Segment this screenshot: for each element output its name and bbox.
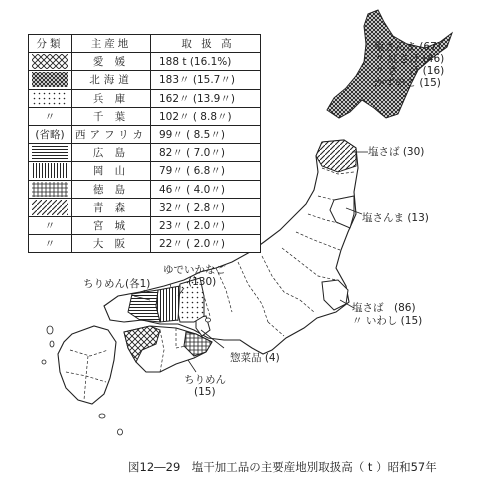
- legend-prefecture: 兵 庫: [72, 89, 151, 107]
- label-hokkaido-2: 〃 紅さけ (46): [374, 53, 445, 65]
- legend-amount: 82〃 ( 7.0〃): [150, 144, 260, 162]
- legend-category-text: 〃: [44, 219, 56, 232]
- legend-category-cell: [29, 53, 72, 71]
- legend-row: [29, 107, 261, 125]
- label-miyagi: 塩さんま (13): [362, 212, 429, 224]
- legend-amount: 46〃 ( 4.0〃): [150, 180, 260, 198]
- figure-caption: 図12―29 塩干加工品の主要産地別取扱高（ t ）昭和57年: [128, 460, 437, 474]
- label-chirimen-west: ちりめん(各1): [83, 278, 151, 290]
- legend-prefecture: 岡 山: [72, 162, 151, 180]
- label-chiba-1: 塩さば (86): [352, 302, 416, 314]
- legend-row: [29, 235, 261, 253]
- label-hokkaido-1: 塩さんま (67): [374, 41, 441, 53]
- label-osaka: 惣菜品 (4): [230, 352, 280, 364]
- legend-amount: 79〃 ( 6.8〃): [150, 162, 260, 180]
- legend-row: [29, 144, 261, 162]
- legend-category-cell: [29, 216, 72, 234]
- legend-prefecture: 広 島: [72, 144, 151, 162]
- legend-category-cell: [29, 235, 72, 253]
- legend-category-cell: [29, 144, 72, 162]
- legend-prefecture: 北海道: [72, 71, 151, 89]
- legend-category-text: 〃: [44, 238, 56, 251]
- legend-table: [28, 34, 261, 253]
- legend-category-cell: [29, 71, 72, 89]
- header-amount: 取 扱 高: [150, 35, 260, 53]
- legend-row: [29, 216, 261, 234]
- legend-amount: 22〃 ( 2.0〃): [150, 235, 260, 253]
- legend-amount: 102〃 ( 8.8〃): [150, 107, 260, 125]
- label-chirimen-south-2: (15): [194, 386, 216, 398]
- legend-row: [29, 162, 261, 180]
- legend-category-text: (省略): [35, 129, 65, 142]
- label-chiba-2: 〃 いわし (15): [352, 315, 423, 327]
- legend-prefecture: 宮 城: [72, 216, 151, 234]
- legend-category-cell: [29, 180, 72, 198]
- legend-amount: 99〃 ( 8.5〃): [150, 125, 260, 143]
- label-chirimen-south-1: ちりめん: [184, 374, 226, 386]
- legend-prefecture: 愛 媛: [72, 53, 151, 71]
- legend-prefecture: 千 葉: [72, 107, 151, 125]
- label-hyogo-2: (130): [188, 276, 217, 288]
- label-hokkaido-3: 〃 さ け (16): [374, 65, 445, 77]
- legend-prefecture: 大 阪: [72, 235, 151, 253]
- legend-prefecture: 西アフリカ: [72, 125, 151, 143]
- header-category: 分類: [29, 35, 72, 53]
- legend-swatch: [32, 91, 68, 106]
- legend-row: [29, 89, 261, 107]
- legend-row: [29, 71, 261, 89]
- label-aomori: 塩さば (30): [368, 146, 425, 158]
- okayama-region: [156, 286, 180, 322]
- legend-prefecture: 徳 島: [72, 180, 151, 198]
- legend-swatch: [32, 200, 68, 215]
- legend-row: [29, 53, 261, 71]
- legend-amount: 162〃 (13.9〃): [150, 89, 260, 107]
- legend-row: [29, 180, 261, 198]
- legend-swatch: [32, 54, 68, 69]
- header-prefecture: 主産地: [72, 35, 151, 53]
- legend-swatch: [32, 72, 68, 87]
- legend-header-row: [29, 35, 261, 53]
- legend-category-cell: [29, 198, 72, 216]
- legend-amount: 32〃 ( 2.8〃): [150, 198, 260, 216]
- legend-row: [29, 198, 261, 216]
- legend-prefecture: 青 森: [72, 198, 151, 216]
- legend-swatch: [32, 163, 68, 178]
- legend-amount: 23〃 ( 2.0〃): [150, 216, 260, 234]
- legend-category-cell: [29, 162, 72, 180]
- label-hokkaido-4: かずのこ (15): [374, 77, 441, 89]
- legend-category-text: 〃: [44, 110, 56, 123]
- kyushu-region: [58, 326, 116, 404]
- legend-row: [29, 125, 261, 143]
- legend-amount: 183〃 (15.7〃): [150, 71, 260, 89]
- legend-category-cell: [29, 107, 72, 125]
- legend-category-cell: [29, 89, 72, 107]
- legend-category-cell: [29, 125, 72, 143]
- label-hyogo-1: ゆでいかなご: [163, 264, 226, 276]
- legend-swatch: [32, 182, 68, 197]
- legend-body: [29, 53, 261, 253]
- legend-swatch: [32, 145, 68, 160]
- legend-amount: 188 t (16.1%): [150, 53, 260, 71]
